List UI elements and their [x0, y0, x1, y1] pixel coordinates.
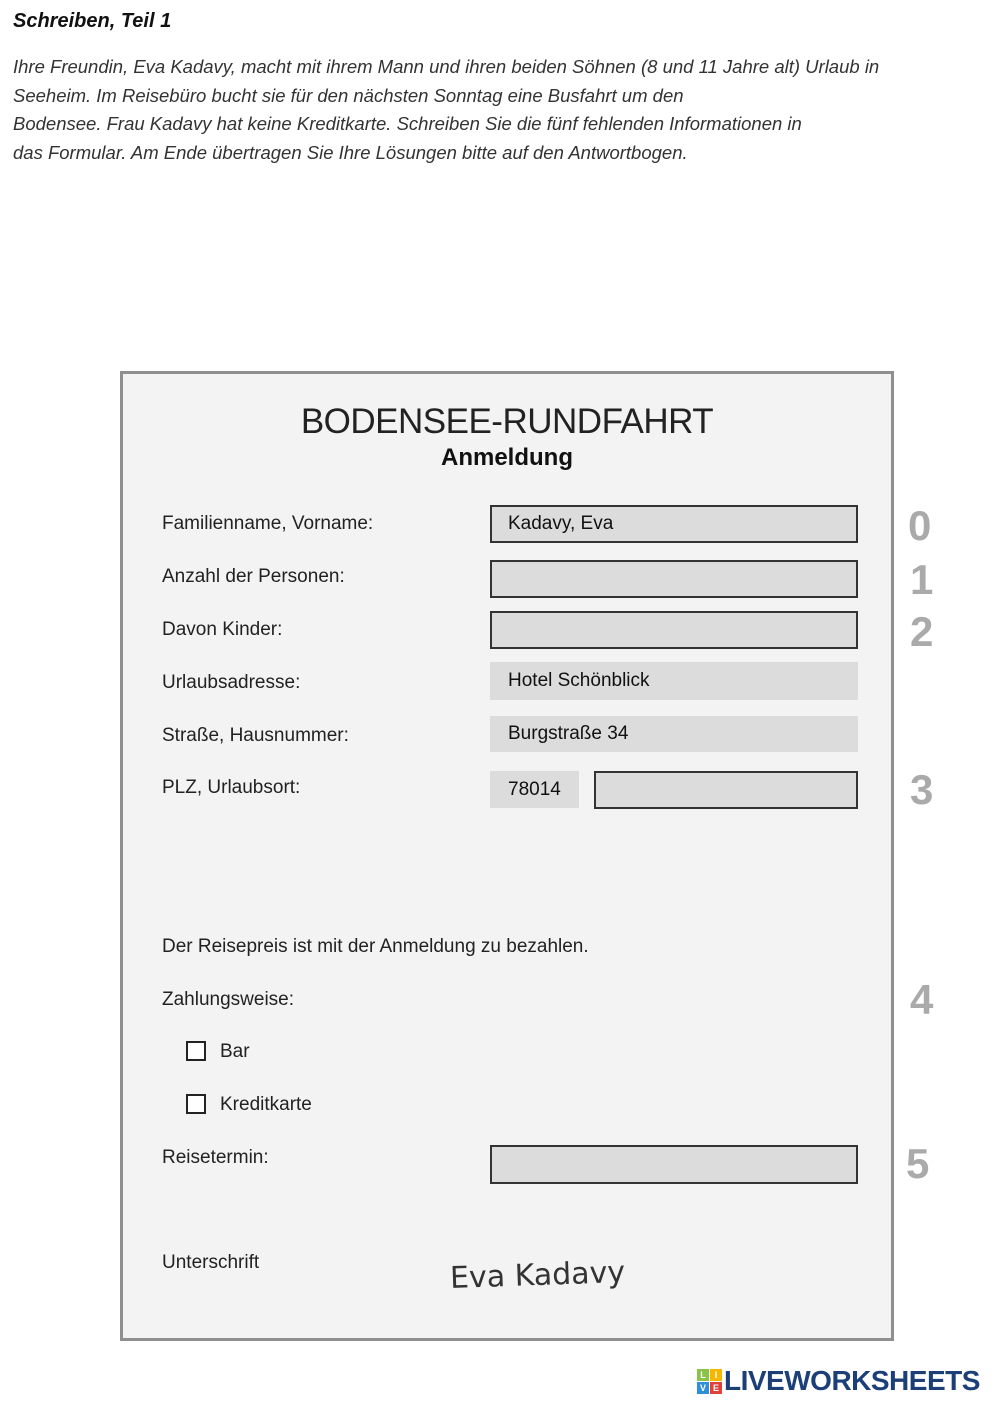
town-input[interactable] [594, 771, 858, 809]
form-subtitle: Anmeldung [441, 444, 573, 471]
signature: Eva Kadavy [449, 1254, 626, 1297]
item-number: 2 [910, 608, 934, 655]
persons-input[interactable] [490, 560, 858, 598]
street-field: Burgstraße 34 [490, 716, 858, 752]
form-title: BODENSEE-RUNDFAHRT [300, 402, 714, 441]
field-label: PLZ, Urlaubsort: [162, 777, 301, 798]
item-number: 0 [908, 502, 932, 549]
badge-letter: I [710, 1369, 722, 1381]
cash-checkbox[interactable] [186, 1041, 206, 1061]
field-label: Urlaubsadresse: [162, 672, 301, 693]
instructions [13, 53, 988, 167]
logo-badge-icon [697, 1369, 722, 1394]
payment-label: Zahlungsweise: [162, 989, 295, 1010]
children-input[interactable] [490, 611, 858, 649]
instruction-line: Seeheim. Im Reisebüro bucht sie für den nächsten Sonntag eine Busfahrt um den [13, 84, 684, 106]
travel-date-input[interactable] [490, 1145, 858, 1184]
checkbox-label: Kreditkarte [220, 1094, 312, 1115]
instruction-line: das Formular. Am Ende übertragen Sie Ihre Lösungen bitte auf den Antwortbogen. [13, 141, 688, 163]
postcode-field: 78014 [490, 771, 579, 808]
item-number: 3 [910, 766, 934, 813]
field-label: Familienname, Vorname: [162, 513, 374, 534]
holiday-address-field: Hotel Schönblick [490, 662, 858, 700]
field-label: Anzahl der Personen: [162, 566, 345, 587]
field-label: Davon Kinder: [162, 619, 283, 640]
instruction-line: Bodensee. Frau Kadavy hat keine Kreditkarte. Schreiben Sie die fünf fehlenden Informationen in [13, 113, 802, 134]
field-label: Straße, Hausnummer: [162, 725, 349, 746]
payment-note: Der Reisepreis ist mit der Anmeldung zu bezahlen. [162, 936, 589, 957]
item-number: 1 [910, 556, 934, 603]
page-title: Schreiben, Teil 1 [13, 10, 172, 32]
name-input[interactable]: Kadavy, Eva [490, 505, 858, 543]
item-number: 4 [910, 976, 934, 1023]
logo-text: LIVEWORKSHEETS [724, 1365, 980, 1396]
liveworksheets-logo [697, 1365, 980, 1397]
credit-card-checkbox[interactable] [186, 1094, 206, 1114]
item-number: 5 [906, 1140, 930, 1187]
badge-letter: L [697, 1369, 709, 1381]
badge-letter: V [697, 1382, 709, 1394]
checkbox-label: Bar [220, 1041, 250, 1062]
signature-label: Unterschrift [162, 1252, 260, 1273]
field-label: Reisetermin: [162, 1147, 269, 1168]
instruction-line: Ihre Freundin, Eva Kadavy, macht mit ihrem Mann und ihren beiden Söhnen (8 und 11 Jahre alt) Urlaub in [13, 56, 880, 77]
badge-letter: E [710, 1382, 722, 1394]
